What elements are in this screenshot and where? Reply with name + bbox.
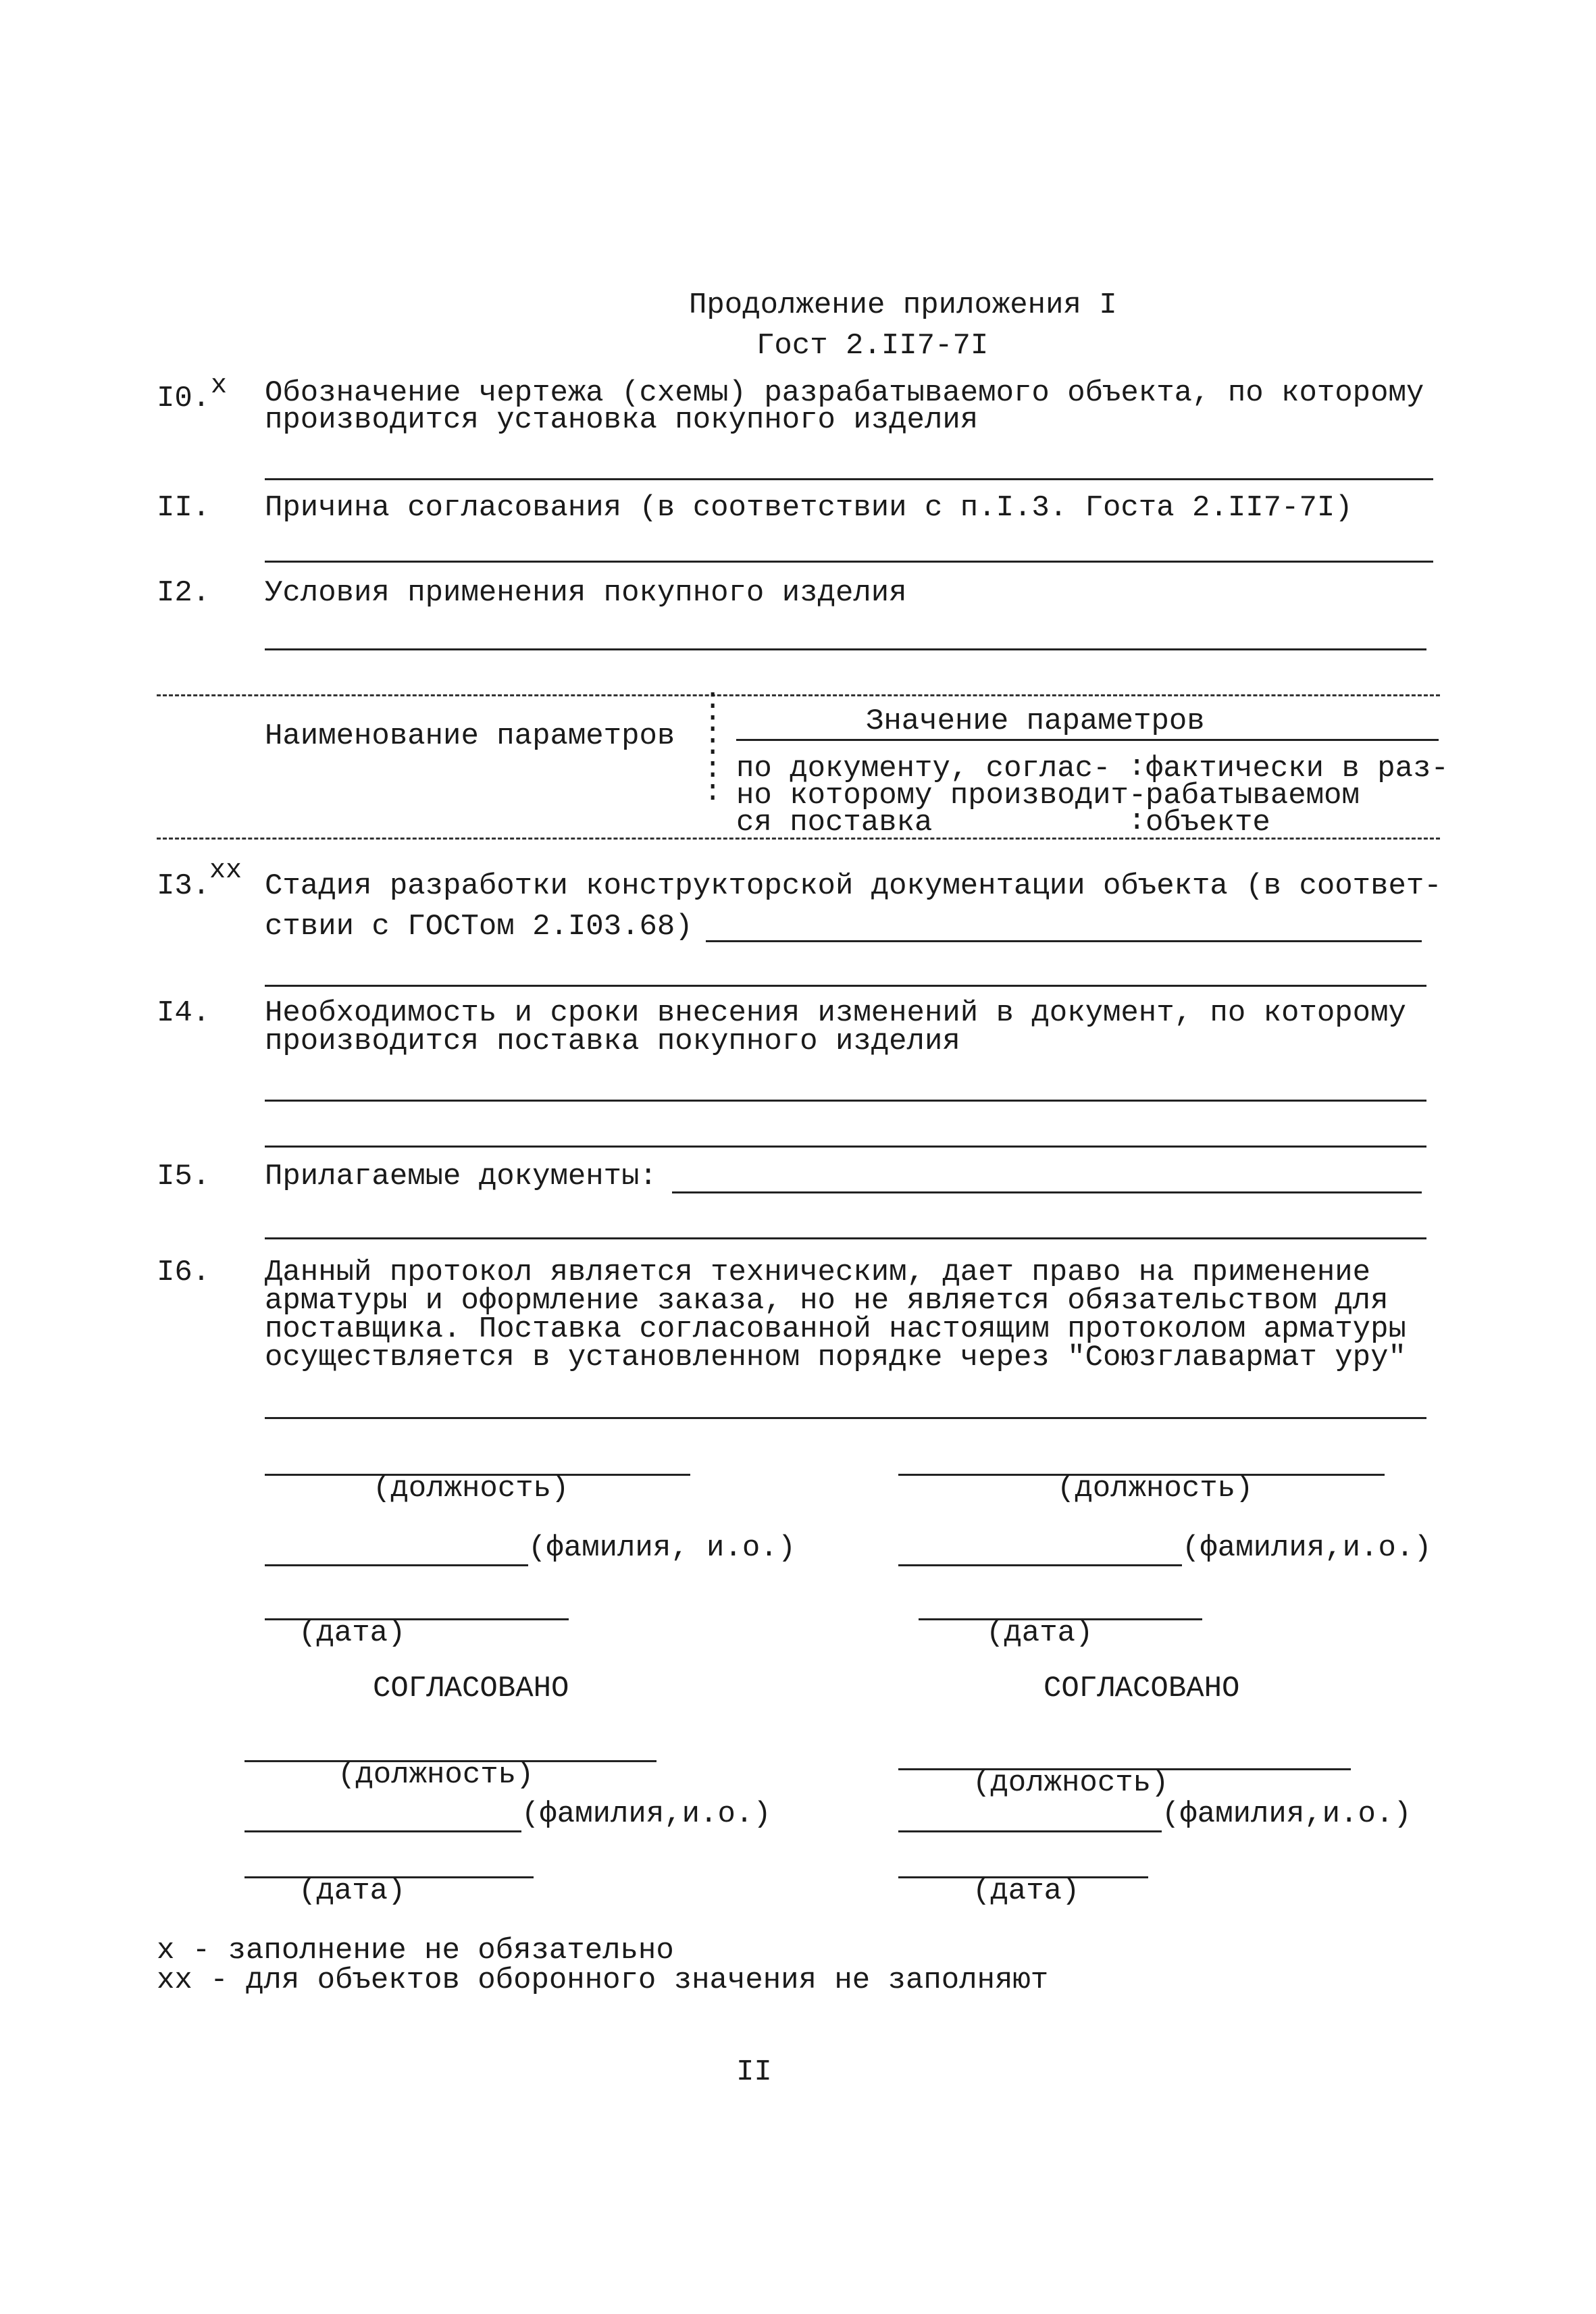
footnote-xx: xx - для объектов оборонного значения не заполняют [157,1963,1049,1997]
item-14-field-1[interactable] [265,1100,1426,1102]
agreed-left-name-line[interactable] [244,1830,521,1832]
item-14-text-line-2: производится поставка покупного изделия [265,1025,960,1058]
item-14-number: I4. [157,996,211,1030]
item-16-text-line-1: Данный протокол является техническим, дает право на применение [265,1256,1371,1289]
item-15-field-inline[interactable] [672,1191,1422,1193]
item-13-text-line-1: Стадия разработки конструкторской документации объекта (в соответ- [265,869,1442,903]
item-10-text-line-1: Обозначение чертежа (схемы) разрабатываемого объекта, по которому [265,376,1424,410]
footnote-x: x - заполнение не обязательно [157,1934,674,1968]
sign-left-name-label: (фамилия, и.о.) [528,1531,796,1565]
agreed-left-heading: СОГЛАСОВАНО [373,1672,569,1705]
agreed-left-date-label: (дата) [299,1874,406,1908]
param-table-separator: : : : : : [704,684,722,809]
param-inner-separator: : : [1128,750,1146,838]
sign-right-name-line[interactable] [898,1564,1182,1566]
sign-left-name-line[interactable] [265,1564,528,1566]
item-11-field[interactable] [265,561,1433,563]
item-13-field[interactable] [265,985,1426,987]
param-doc-subheader-1: по документу, соглас- [736,752,1111,786]
standard-heading: Гост 2.II7-7I [756,329,989,363]
sign-right-date-label: (дата) [986,1616,1093,1650]
item-13-text-line-2: ствии с ГОСТом 2.I03.68) [265,910,693,944]
sign-right-name-label: (фамилия,и.о.) [1182,1531,1432,1565]
agreed-right-name-line[interactable] [898,1830,1162,1832]
param-table-bottom-border [157,838,1440,840]
param-fact-subheader-3: объекте [1145,806,1270,840]
item-12-text: Условия применения покупного изделия [265,576,907,610]
param-fact-subheader-2: рабатываемом [1145,779,1360,813]
item-16-text-line-3: поставщика. Поставка согласованной настоящим протоколом арматуры [265,1312,1406,1346]
item-16-number: I6. [157,1256,211,1289]
param-value-underline [736,739,1439,741]
agreed-left-position-label: (должность) [338,1758,534,1792]
item-10-text-line-2: производится установка покупного изделия [265,403,979,437]
item-16-text-line-2: арматуры и оформление заказа, но не является обязательством для [265,1284,1389,1318]
item-15-text: Прилагаемые документы: [265,1160,657,1193]
param-table-top-border [157,694,1440,696]
param-fact-subheader-1: фактически в раз- [1145,752,1449,786]
item-11-number: II. [157,491,211,525]
item-15-field[interactable] [265,1237,1426,1239]
item-10-mark: x [211,371,228,401]
agreed-right-position-label: (должность) [973,1766,1169,1800]
item-10-number: I0. [157,382,211,415]
continuation-heading: Продолжение приложения I [689,288,1117,322]
item-12-number: I2. [157,576,211,610]
param-doc-subheader-2: но которому производит- [736,779,1147,813]
param-doc-subheader-3: ся поставка [736,806,933,840]
sign-left-date-label: (дата) [299,1616,406,1650]
page-number: II [736,2055,772,2089]
item-16-text-line-4: осуществляется в установленном порядке через "Союзглавармат уру" [265,1341,1406,1374]
item-15-number: I5. [157,1160,211,1193]
item-12-field[interactable] [265,648,1426,650]
sign-left-position-label: (должность) [373,1472,569,1506]
item-13-field-inline[interactable] [706,940,1422,942]
agreed-left-name-label: (фамилия,и.о.) [521,1797,771,1831]
agreed-right-date-label: (дата) [973,1874,1080,1908]
item-11-text: Причина согласования (в соответствии с п.I.3. Госта 2.II7-7I) [265,491,1353,525]
item-13-mark: xx [209,856,242,886]
param-value-column-header: Значение параметров [866,704,1205,738]
sign-right-position-label: (должность) [1057,1472,1254,1506]
param-name-column-header: Наименование параметров [265,719,675,753]
item-13-number: I3. [157,869,211,903]
item-10-field[interactable] [265,478,1433,480]
item-16-field[interactable] [265,1417,1426,1419]
item-14-field-2[interactable] [265,1146,1426,1148]
agreed-right-heading: СОГЛАСОВАНО [1044,1672,1240,1705]
item-14-text-line-1: Необходимость и сроки внесения изменений в документ, по которому [265,996,1406,1030]
agreed-right-name-label: (фамилия,и.о.) [1162,1797,1412,1831]
